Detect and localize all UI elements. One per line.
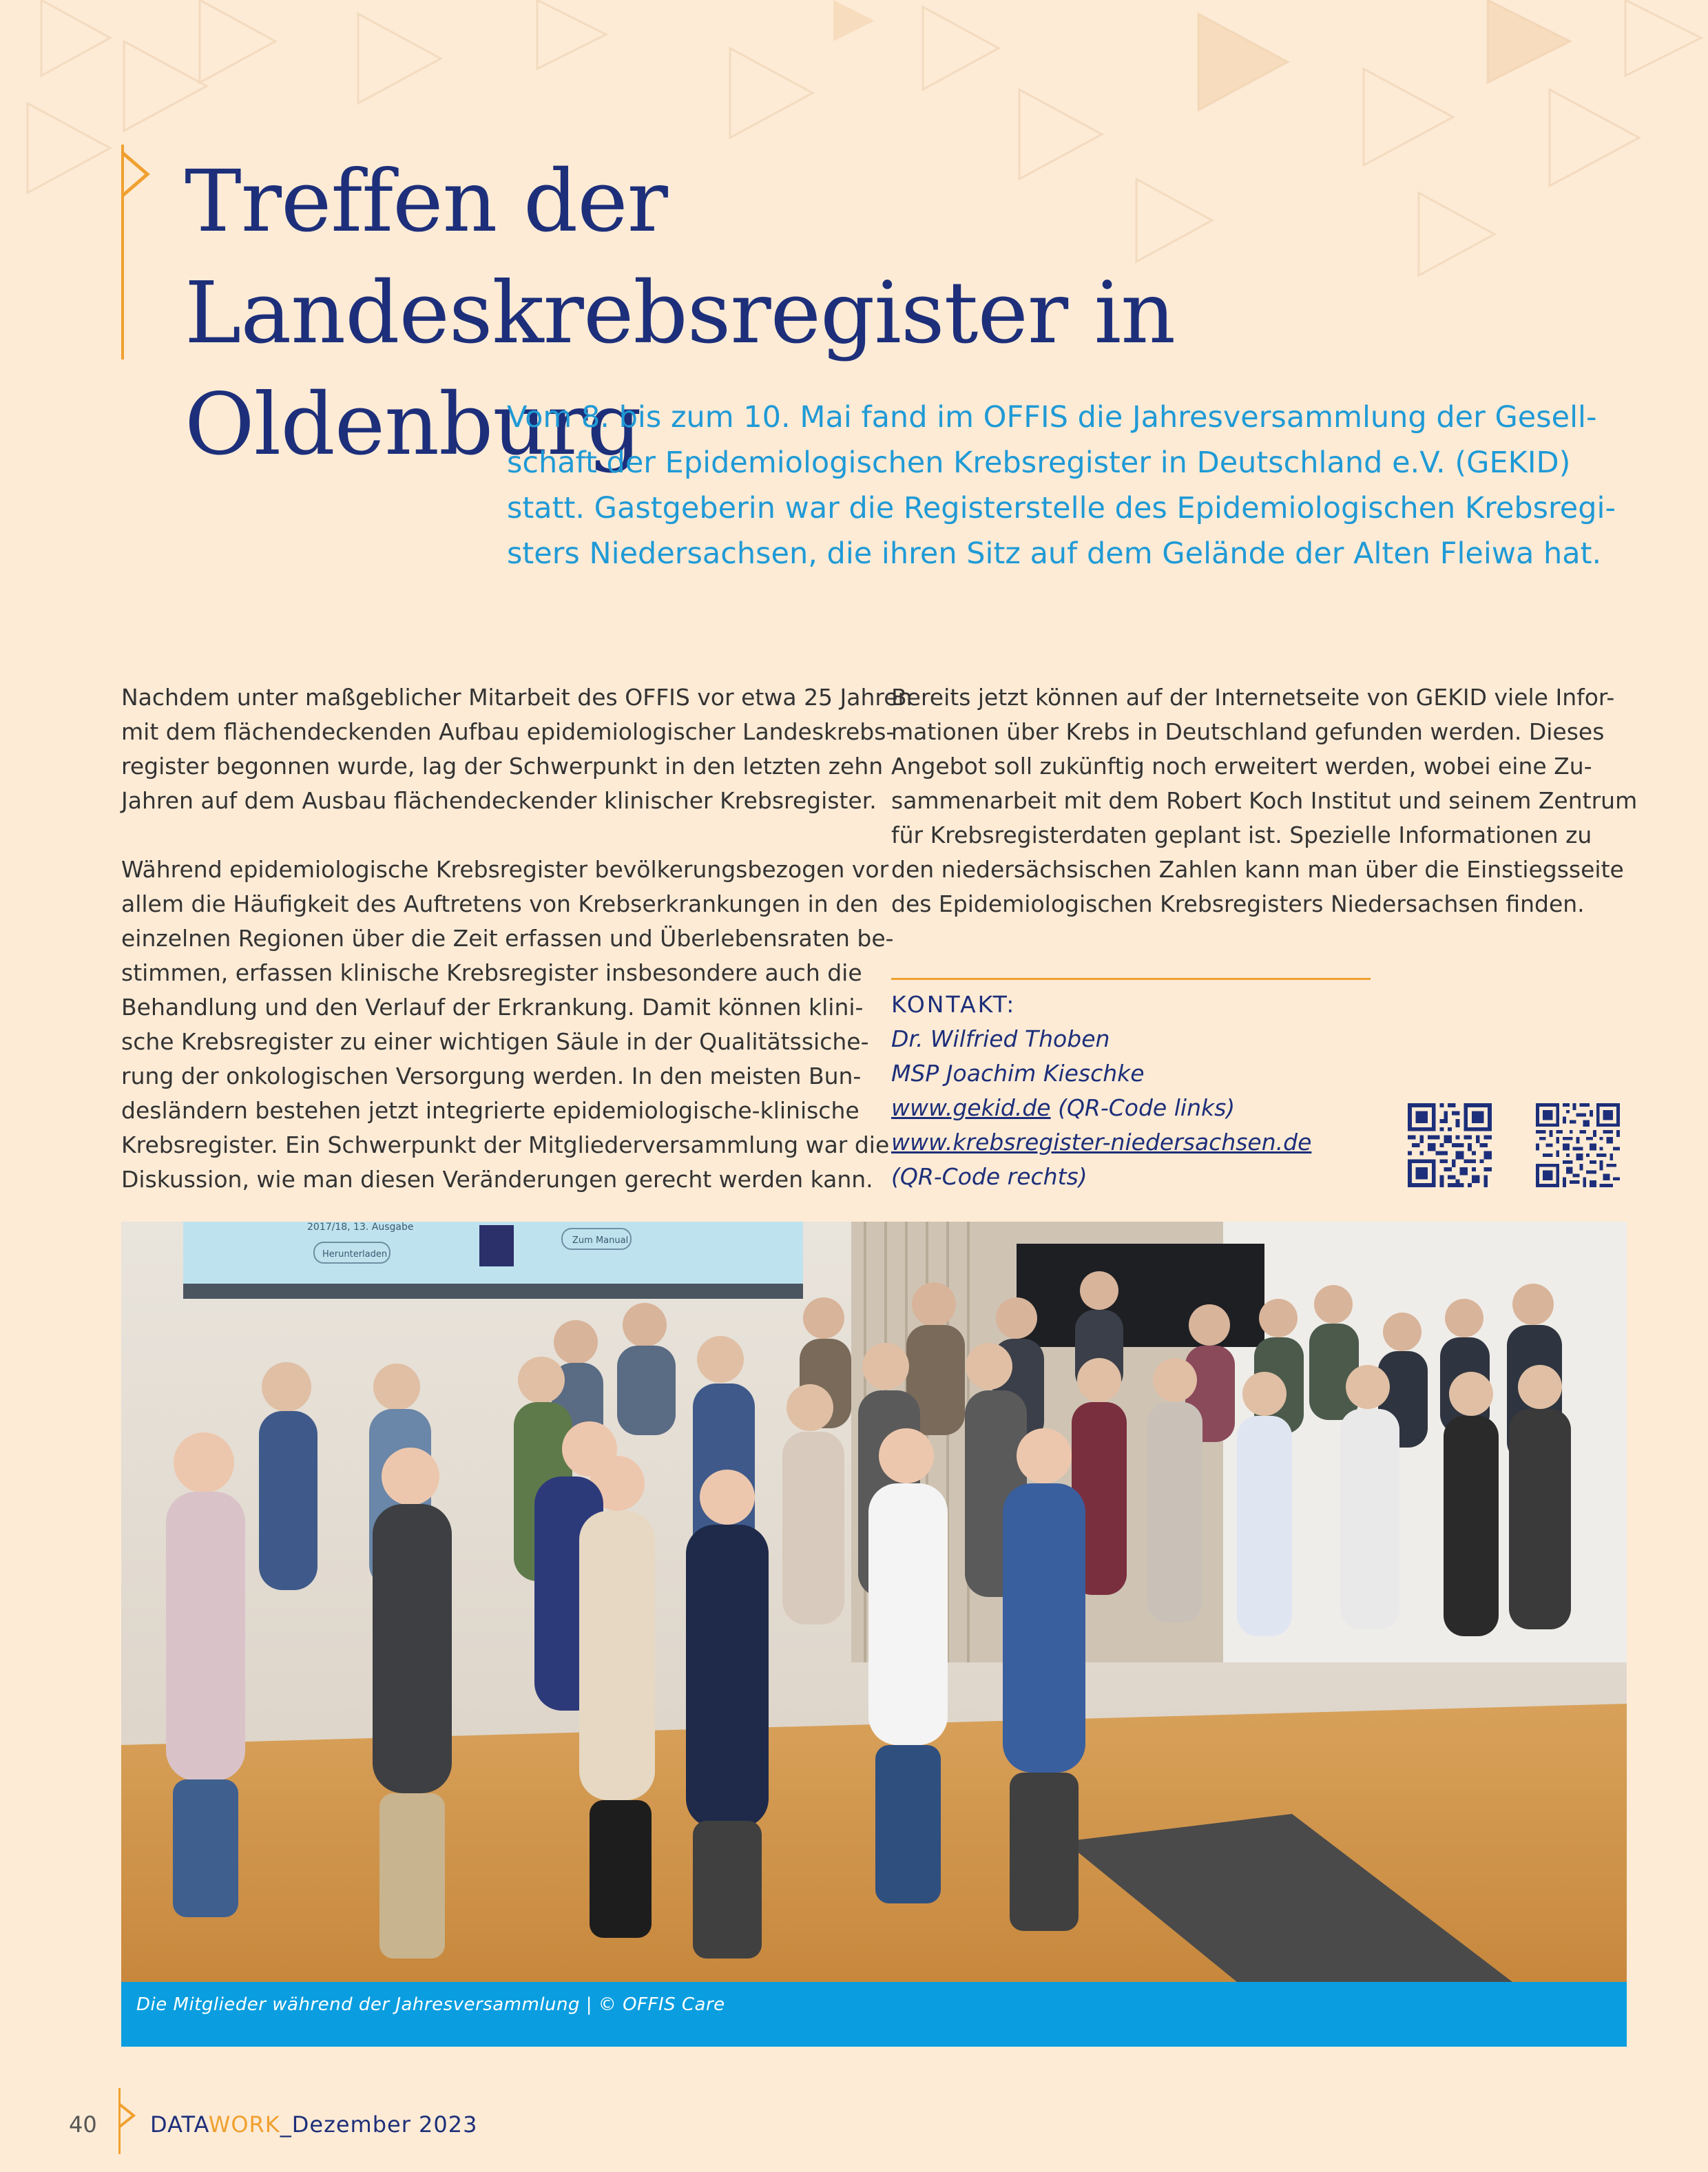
screen-text: Herunterladen	[322, 1249, 388, 1260]
text-line: sammenarbeit mit dem Robert Koch Institut und seinem Zentrum	[891, 787, 1638, 814]
magazine-work: WORK	[208, 2111, 280, 2138]
lead-line: sters Niedersachsen, die ihren Sitz auf dem Gelände der Alten Fleiwa hat.	[507, 536, 1602, 571]
qr-code-icon[interactable]	[1408, 1103, 1492, 1187]
text-line: stimmen, erfassen klinische Krebsregister insbesondere auch die	[121, 959, 862, 986]
text-line: sche Krebsregister zu einer wichtigen Säule in der Qualitätssiche-	[121, 1028, 869, 1055]
paragraph	[891, 680, 1638, 921]
gekid-link[interactable]: www.gekid.de	[891, 1094, 1051, 1121]
text-line: desländern bestehen jetzt integrierte epidemiologische-klinische	[121, 1097, 860, 1124]
title-line: Treffen der Landeskrebsregister in	[185, 152, 1176, 363]
contact-link-row	[891, 1091, 1311, 1125]
link-note: (QR-Code rechts)	[891, 1163, 1087, 1190]
lead-paragraph	[507, 395, 1623, 576]
text-line: register begonnen wurde, lag der Schwerpunkt in den letzten zehn	[121, 753, 884, 780]
chevron-right-icon	[118, 150, 153, 198]
contact-heading: KONTAKT:	[891, 991, 1017, 1018]
text-line: mationen über Krebs in Deutschland gefunden werden. Dieses	[891, 718, 1605, 745]
text-line: des Epidemiologischen Krebsregisters Niedersachsen finden.	[891, 890, 1585, 917]
contact-block	[891, 988, 1311, 1194]
magazine-data: DATA	[150, 2111, 209, 2138]
text-line: Während epidemiologische Krebsregister bevölkerungsbezogen vor	[121, 856, 889, 883]
page-number: 40	[69, 2111, 97, 2138]
title-line: Oldenburg	[185, 375, 641, 474]
krebsregister-link[interactable]: www.krebsregister-niedersachsen.de	[891, 1129, 1312, 1156]
text-line: rung der onkologischen Versorgung werden. In den meisten Bun-	[121, 1063, 862, 1089]
text-line: Jahren auf dem Ausbau flächendeckender klinischer Krebsregister.	[121, 787, 877, 814]
photo-caption-bar	[121, 1982, 1627, 2047]
magazine-date: _Dezember 2023	[280, 2111, 478, 2138]
contact-divider	[891, 978, 1371, 980]
text-line: für Krebsregisterdaten geplant ist. Spezielle Informationen zu	[891, 822, 1592, 848]
group-photo	[121, 1222, 1627, 1982]
magazine-title	[150, 2111, 477, 2138]
text-line: den niedersächsischen Zahlen kann man über die Einstiegsseite	[891, 856, 1624, 883]
text-line: Nachdem unter maßgeblicher Mitarbeit des OFFIS vor etwa 25 Jahren	[121, 684, 913, 711]
text-line: allem die Häufigkeit des Auftretens von Krebserkrankungen in den	[121, 890, 879, 917]
contact-person: MSP Joachim Kieschke	[891, 1060, 1145, 1087]
text-line: Angebot soll zukünftig noch erweitert werden, wobei eine Zu-	[891, 753, 1592, 780]
body-column-left	[121, 680, 913, 1197]
chevron-right-icon	[117, 2102, 138, 2129]
lead-line: statt. Gastgeberin war die Registerstelle des Epidemiologischen Krebsregi-	[507, 491, 1616, 525]
lead-line: Vom 8. bis zum 10. Mai fand im OFFIS die Jahresversammlung der Gesell-	[507, 400, 1597, 435]
paragraph-gap	[121, 818, 858, 853]
text-line: Bereits jetzt können auf der Internetseite von GEKID viele Infor-	[891, 684, 1615, 711]
paragraph	[121, 680, 913, 818]
screen-text: Zum Manual	[572, 1235, 629, 1246]
screen-text: 2017/18, 13. Ausgabe	[307, 1222, 414, 1233]
contact-person: Dr. Wilfried Thoben	[891, 1025, 1110, 1052]
text-line: Behandlung und den Verlauf der Erkrankung. Damit können klini-	[121, 994, 864, 1021]
text-line: einzelnen Regionen über die Zeit erfassen und Überlebensraten be-	[121, 925, 894, 952]
text-line: mit dem flächendeckenden Aufbau epidemiologischer Landeskrebs-	[121, 718, 895, 745]
body-column-right	[891, 680, 1638, 921]
qr-code-icon[interactable]	[1536, 1103, 1620, 1187]
lead-line: schaft der Epidemiologischen Krebsregister in Deutschland e.V. (GEKID)	[507, 446, 1571, 480]
text-line: Krebsregister. Ein Schwerpunkt der Mitgliederversammlung war die	[121, 1131, 890, 1158]
link-note: (QR-Code links)	[1050, 1094, 1236, 1121]
paragraph	[121, 853, 894, 1197]
text-line: Diskussion, wie man diesen Veränderungen gerecht werden kann.	[121, 1166, 873, 1193]
photo-caption: Die Mitglieder während der Jahresversammlung | © OFFIS Care	[136, 1994, 725, 2015]
